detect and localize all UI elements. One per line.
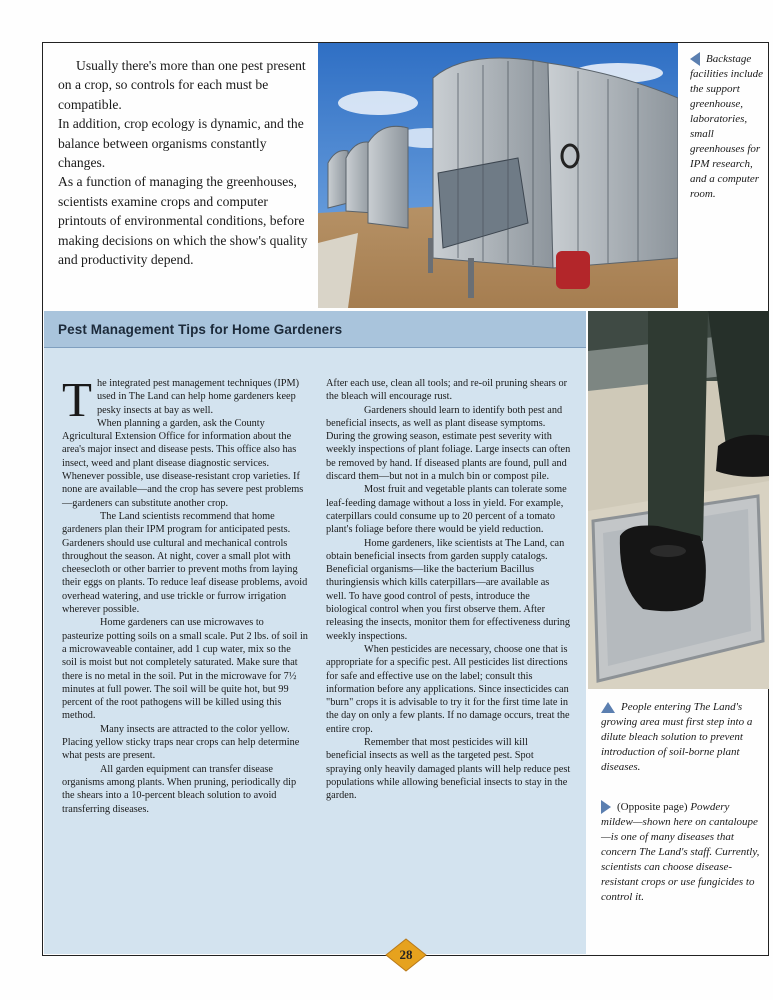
- tips-paragraph: When planning a garden, ask the County Agricultural Extension Office for information about the area's major insect and disease pests. This office also has insect, weed and plant disease diagnostic services. Whenever possible, use disease-resistant crop varieties. If none are available—and the crop has severe pest problems—gardeners can substitute another crop.: [62, 417, 304, 509]
- triangle-right-icon: [601, 800, 611, 814]
- triangle-up-icon: [601, 702, 615, 713]
- left-column: [62, 372, 308, 816]
- intro-paragraph: Usually there's more than one pest present on a crop, so controls for each must be compatible.: [58, 58, 306, 112]
- intro-text: [58, 56, 308, 269]
- tips-paragraph: After each use, clean all tools; and re-oil pruning shears or the bleach will encourage rust.: [326, 378, 568, 403]
- right-column: [326, 377, 571, 803]
- caption-entering: [601, 700, 761, 775]
- page-number: 28: [399, 947, 413, 962]
- bleach-tray-photo: [588, 311, 769, 689]
- tips-paragraph: Most fruit and vegetable plants can tolerate some leaf-feeding damage without a loss in yield. For example, caterpillars could consume up to 20 percent of a tomato plant's foliage before there would be yield reduction.: [326, 484, 567, 536]
- greenhouses-photo: [318, 43, 678, 308]
- tips-paragraph: The Land scientists recommend that home gardeners plan their IPM program for anticipated pests. Gardeners should use cultural and mechanical controls throughout the season. At night, cover a small plot with cheesecloth or other barrier to prevent moths from laying their eggs on plants. To reduce leaf disease problems, avoid overhead watering, and use trickle or furrow irrigation wherever possible.: [62, 510, 308, 616]
- tips-paragraph: All garden equipment can transfer disease organisms among plants. When pruning, periodically dip the shears into a 10-percent bleach solution to avoid transferring diseases.: [62, 763, 297, 815]
- tips-paragraph: Many insects are attracted to the color yellow. Placing yellow sticky traps near crops can help determine what pests are present.: [62, 723, 300, 762]
- intro-paragraph: In addition, crop ecology is dynamic, and the balance between organisms constantly changes.: [58, 116, 304, 171]
- intro-paragraph: As a function of managing the greenhouses, scientists examine crops and computer printouts of environmental conditions, before making decisions on which the show's quality and productivity depend.: [58, 174, 308, 268]
- tips-paragraph: Home gardeners can use microwaves to pasteurize potting soils on a small scale. Put 2 lbs. of soil in a microwaveable container, add 1 cup water, mix so the soil is moist but not completely saturated. Make sure that there is no metal in the soil. Put in the microwave for 7½ minutes at full power. The soil will be quite hot, but 99 percent of the root pathogens will be killed using this method.: [62, 617, 308, 722]
- page-number-badge: [385, 938, 427, 972]
- box-title: Pest Management Tips for Home Gardeners: [44, 311, 586, 348]
- drop-cap: T: [62, 372, 92, 427]
- tips-paragraph: Home gardeners, like scientists at The Land, can obtain beneficial insects from garden supply catalogs. Beneficial organisms—like the bacterium Bacillus thuringiensis which kills caterpillars—are available as well. To have good control of pests, introduce the biological control when you first observe them. After releasing the insects, monitor them for effectiveness during weekly inspections.: [326, 537, 571, 642]
- caption-text: Backstage facilities include the support greenhouse, laboratories, small greenhouses for IPM research, and a computer room.: [690, 53, 764, 200]
- caption-opposite-page: [601, 800, 763, 905]
- caption-backstage: [690, 52, 766, 202]
- tips-paragraph: he integrated pest management techniques (IPM) used in The Land can help home gardeners keep pesky insects at bay as well.: [96, 378, 300, 416]
- tips-paragraph: When pesticides are necessary, choose one that is appropriate for a specific pest. All pesticides list directions for safe and effective use on the label; consult this information before any applications. Since insecticides can "burn" crops it is advisable to try it for the first time late in the day on only a few plants. If no damage occurs, treat the entire crop.: [326, 643, 570, 735]
- tips-paragraph: Remember that most pesticides will kill beneficial insects as well as the targeted pest. Spot spraying only heavily damaged plants will help reduce pest populations while allowing beneficial insects to stay in the garden.: [326, 737, 571, 802]
- caption-label: (Opposite page): [617, 801, 688, 813]
- caption-text: Powdery mildew—shown here on cantaloupe—is one of many diseases that concern The Land's staff. Currently, scientists can choose disease-resistant crops or use fungicides to control it.: [601, 801, 760, 903]
- caption-text: People entering The Land's growing area must first step into a dilute bleach solution to prevent introduction of soil-borne plant diseases.: [601, 701, 753, 773]
- triangle-left-icon: [690, 52, 700, 66]
- tips-box: [44, 311, 586, 954]
- tips-paragraph: Gardeners should learn to identify both pest and beneficial insects, as well as plant disease symptoms. During the growing season, estimate pest severity with weekly inspections of plant foliage. Large insects can often be removed by hand. If diseased plants are found, pull and discard them—but not in a mulch bin or compost pile.: [326, 404, 571, 483]
